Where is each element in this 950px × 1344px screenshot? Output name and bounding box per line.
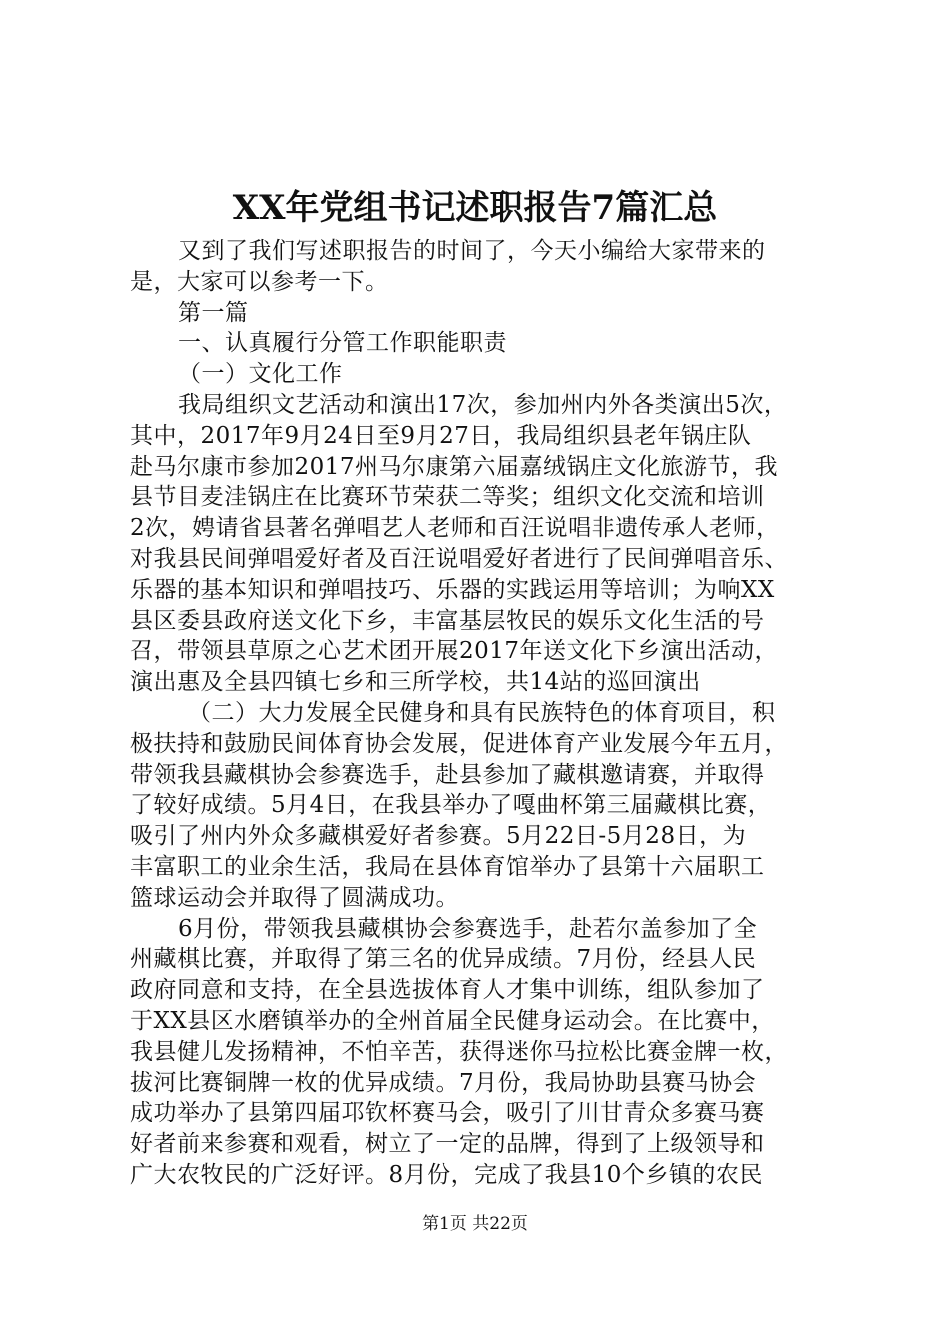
document-body — [130, 236, 850, 1191]
paragraph-line: 拔河比赛铜牌一枚的优异成绩。7月份，我局协助县赛马协会 — [130, 1069, 757, 1096]
paragraph-line: 对我县民间弹唱爱好者及百汪说唱爱好者进行了民间弹唱音乐、 — [130, 545, 788, 572]
paragraph-line: 极扶持和鼓励民间体育协会发展，促进体育产业发展今年五月， — [130, 730, 788, 757]
paragraph-line: （二）大力发展全民健身和具有民族特色的体育项目，积 — [188, 699, 776, 726]
paragraph-line: 县节目麦洼锅庄在比赛环节荣获二等奖；组织文化交流和培训 — [130, 484, 765, 511]
paragraph-line: 于XX县区水磨镇举办的全州首届全民健身运动会。在比赛中， — [130, 1007, 775, 1034]
paragraph-line: 成功举办了县第四届邛钦杯赛马会，吸引了川甘青众多赛马赛 — [130, 1100, 765, 1127]
paragraph-line: 政府同意和支持，在全县选拔体育人才集中训练，组队参加了 — [130, 977, 765, 1004]
paragraph-line: 2次，娉请省县著名弹唱艺人老师和百汪说唱非遗传承人老师， — [130, 515, 780, 542]
paragraph-line: 赴马尔康市参加2017州马尔康第六届嘉绒锅庄文化旅游节，我 — [130, 453, 779, 480]
paragraph-line: 演出惠及全县四镇七乡和三所学校，共14站的巡回演出 — [130, 669, 701, 696]
paragraph-line: 好者前来参赛和观看，树立了一定的品牌，得到了上级领导和 — [130, 1131, 765, 1158]
paragraph-line: 我县健儿发扬精神，不怕辛苦，获得迷你马拉松比赛金牌一枚， — [130, 1038, 788, 1065]
page-footer: 第1页 共22页 — [422, 1214, 528, 1234]
paragraph-line: 其中，2017年9月24日至9月27日，我局组织县老年锅庄队 — [130, 422, 752, 449]
section-heading: 一、认真履行分管工作职能职责 — [178, 330, 507, 357]
section-heading: （一）文化工作 — [178, 361, 343, 388]
paragraph-line: 带领我县藏棋协会参赛选手，赴县参加了藏棋邀请赛，并取得 — [130, 761, 765, 788]
paragraph-line: 吸引了州内外众多藏棋爱好者参赛。5月22日-5月28日，为 — [130, 823, 747, 850]
document-title: XX年党组书记述职报告7篇汇总 — [232, 188, 718, 228]
paragraph-line: 乐器的基本知识和弹唱技巧、乐器的实践运用等培训；为响XX — [130, 576, 775, 603]
paragraph-line: 州藏棋比赛，并取得了第三名的优异成绩。7月份，经县人民 — [130, 946, 757, 973]
paragraph-line: 召，带领县草原之心艺术团开展2017年送文化下乡演出活动， — [130, 638, 779, 665]
paragraph-line: 是，大家可以参考一下。 — [130, 268, 389, 295]
paragraph-line: 丰富职工的业余生活，我局在县体育馆举办了县第十六届职工 — [130, 853, 765, 880]
paragraph-line: 广大农牧民的广泛好评。8月份，完成了我县10个乡镇的农民 — [130, 1161, 763, 1188]
paragraph-line: 又到了我们写述职报告的时间了，今天小编给大家带来的 — [178, 238, 766, 264]
paragraph-line: 了较好成绩。5月4日，在我县举办了嘎曲杯第三届藏棋比赛， — [130, 792, 772, 819]
paragraph-line: 6月份，带领我县藏棋协会参赛选手，赴若尔盖参加了全 — [178, 915, 758, 942]
paragraph-line: 篮球运动会并取得了圆满成功。 — [130, 884, 459, 911]
section-heading: 第一篇 — [178, 299, 249, 326]
paragraph-line: 县区委县政府送文化下乡，丰富基层牧民的娱乐文化生活的号 — [130, 607, 765, 634]
paragraph-line: 我局组织文艺活动和演出17次，参加州内外各类演出5次， — [178, 391, 788, 418]
